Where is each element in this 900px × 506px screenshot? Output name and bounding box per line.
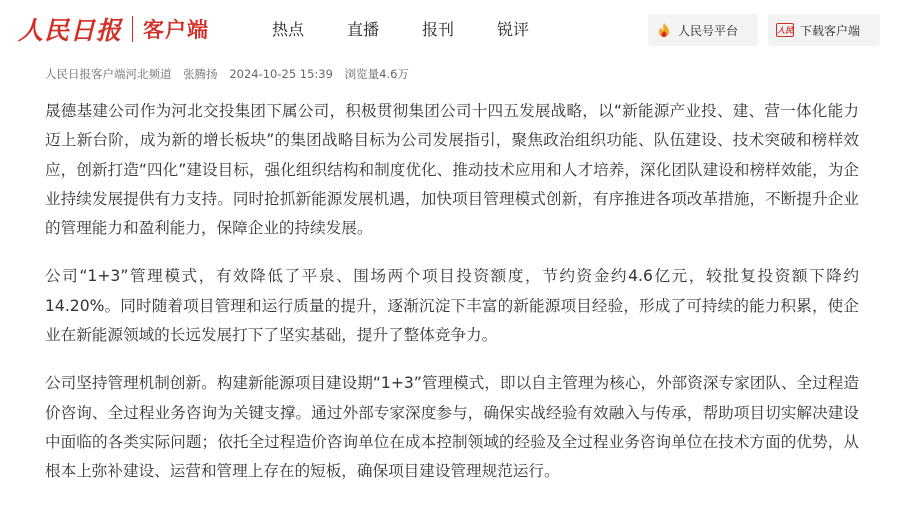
site-logo[interactable] — [18, 9, 209, 49]
platform-label: 人民号平台 — [678, 23, 739, 38]
logo-text: 人民日报 — [18, 16, 123, 45]
nav-item-commentary[interactable]: 锐评 — [497, 20, 530, 39]
article-paragraph: 晟德基建公司作为河北交投集团下属公司，积极贯彻集团公司十四五发展战略，以“新能源产业投、建、营一体化能力迈上新台阶，成为新的增长板块”的集团战略目标为公司发展指引，聚焦政治组织功能、队伍建设、技术突破和榜样效应，创新打造“四化”建设目标，强化组织结构和制度优化、推动技术应用和人才培养，深化团队建设和榜样效能，为企业持续发展提供有力支持。同时抢抓新能源发展机遇，加快项目管理模式创新，有序推进各项改革措施，不断提升企业的管理能力和盈利能力，保障企业的持续发展。 — [45, 102, 859, 238]
nav-item-newspaper[interactable]: 报刊 — [422, 20, 455, 39]
meta-source[interactable]: 人民日报客户端河北频道 — [45, 67, 172, 81]
article-paragraph: 公司坚持管理机制创新。构建新能源项目建设期“1+3”管理模式，即以自主管理为核心，外部资深专家团队、全过程造价咨询、全过程业务咨询为关键支撑。通过外部专家深度参与，确保实战经验有效融入与传承，帮助项目切实解决建设中面临的各类实际问题；依托全过程造价咨询单位在成本控制领域的经验及全过程业务咨询单位在技术方面的优势，从根本上弥补建设、运营和管理上存在的短板，确保项目建设管理规范运行。 — [45, 374, 859, 481]
article-paragraph: 公司“1+3”管理模式，有效降低了平泉、围场两个项目投资额度，节约资金约4.6亿元，较批复投资额下降约14.20%。同时随着项目管理和运行质量的提升，逐渐沉淀下丰富的新能源项目经验，形成了可持续的能力积累，使企业在新能源领域的长远发展打下了坚实基础，提升了整体竞争力。 — [45, 267, 859, 345]
meta-author: 张腾扬 — [183, 67, 218, 81]
app-logo-icon: 人民 — [776, 23, 794, 37]
platform-button[interactable] — [648, 14, 758, 46]
download-app-button[interactable] — [768, 14, 880, 46]
download-label: 下载客户端 — [800, 23, 861, 38]
article-meta — [45, 66, 417, 82]
article-body — [45, 97, 859, 506]
logo-subtitle: 客户端 — [143, 18, 210, 42]
main-nav — [272, 17, 572, 40]
flame-icon — [656, 22, 672, 38]
nav-item-live[interactable]: 直播 — [347, 20, 380, 39]
meta-datetime: 2024-10-25 15:39 — [229, 67, 333, 81]
nav-item-hot[interactable]: 热点 — [272, 20, 305, 39]
logo-divider — [132, 16, 133, 42]
site-header — [0, 0, 900, 62]
meta-views: 浏览量4.6万 — [344, 67, 409, 81]
